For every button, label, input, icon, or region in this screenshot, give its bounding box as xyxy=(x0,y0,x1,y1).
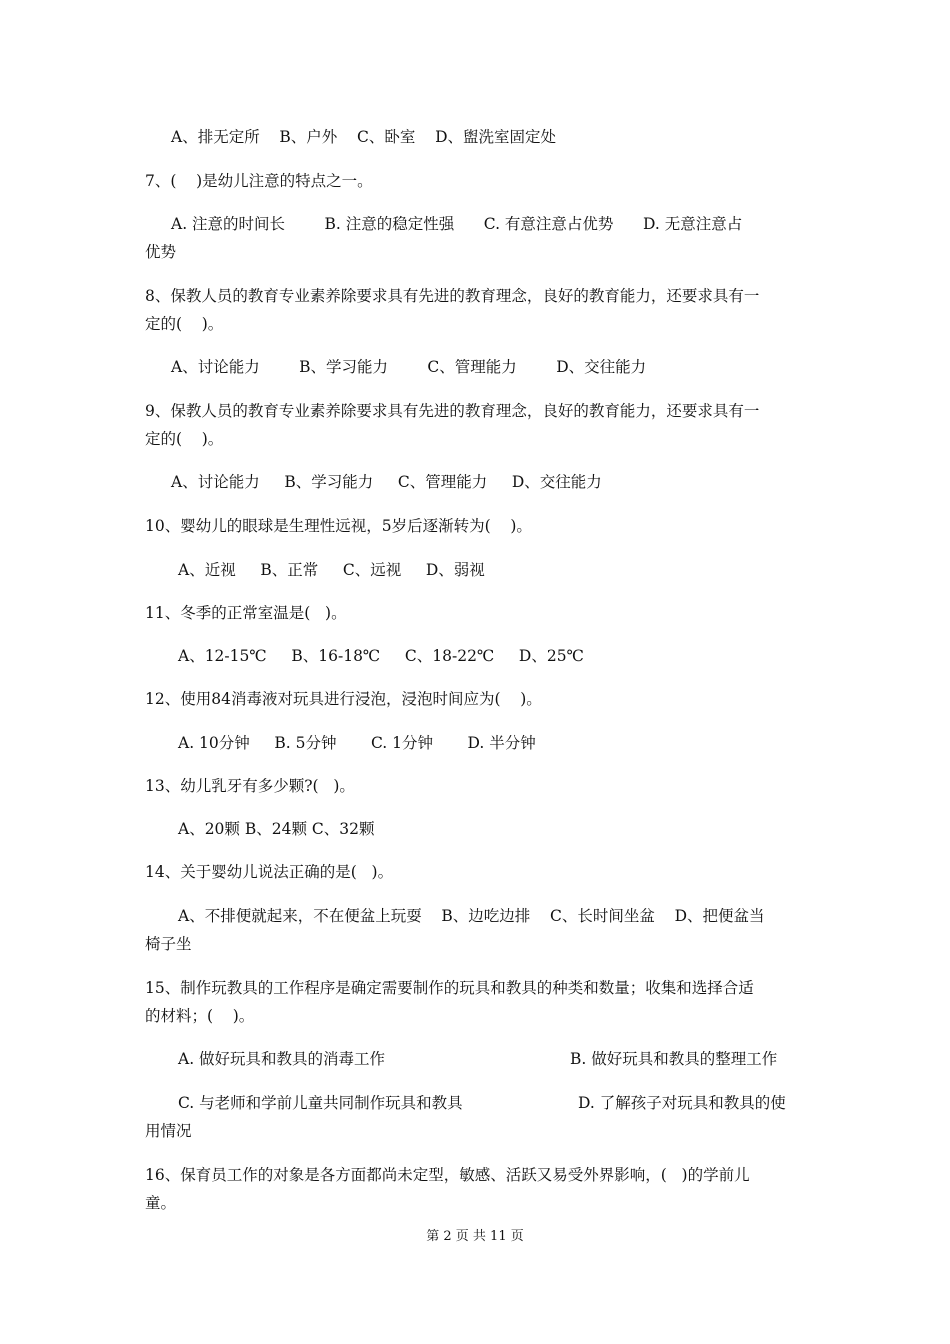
q15-options-cont: 用情况 xyxy=(145,1122,192,1140)
q7-question: 7、( )是幼儿注意的特点之一。 xyxy=(145,172,373,190)
q6-options: A、排无定所 B、户外 C、卧室 D、盥洗室固定处 xyxy=(171,128,556,146)
q9-question: 9、保教人员的教育专业素养除要求具有先进的教育理念，良好的教育能力，还要求具有一 xyxy=(145,402,760,420)
q8-question-cont: 定的( )。 xyxy=(145,315,224,333)
q8-options: A、讨论能力 B、学习能力 C、管理能力 D、交往能力 xyxy=(171,358,647,376)
q11-question: 11、冬季的正常室温是( )。 xyxy=(145,604,347,622)
q10-question: 10、婴幼儿的眼球是生理性远视，5岁后逐渐转为( )。 xyxy=(145,517,532,535)
q9-question-cont: 定的( )。 xyxy=(145,430,224,448)
q13-question: 13、幼儿乳牙有多少颗?( )。 xyxy=(145,777,355,795)
q15-option-d: D. 了解孩子对玩具和教具的使 xyxy=(578,1094,786,1112)
page-number-footer: 第 2 页 共 11 页 xyxy=(426,1229,524,1244)
q14-options-cont: 椅子坐 xyxy=(145,935,192,953)
q8-question: 8、保教人员的教育专业素养除要求具有先进的教育理念，良好的教育能力，还要求具有一 xyxy=(145,287,760,305)
q7-options-cont: 优势 xyxy=(145,243,177,261)
q14-question: 14、关于婴幼儿说法正确的是( )。 xyxy=(145,863,394,881)
q11-options: A、12-15℃ B、16-18℃ C、18-22℃ D、25℃ xyxy=(178,647,584,665)
q15-option-a: A. 做好玩具和教具的消毒工作 xyxy=(178,1050,386,1068)
q12-options: A. 10分钟 B. 5分钟 C. 1分钟 D. 半分钟 xyxy=(178,734,536,752)
q15-option-c: C. 与老师和学前儿童共同制作玩具和教具 xyxy=(178,1094,463,1112)
q7-options: A. 注意的时间长 B. 注意的稳定性强 C. 有意注意占优势 D. 无意注意占 xyxy=(171,215,743,233)
q16-question-cont: 童。 xyxy=(145,1194,177,1212)
q12-question: 12、使用84消毒液对玩具进行浸泡，浸泡时间应为( )。 xyxy=(145,690,542,708)
q15-option-b: B. 做好玩具和教具的整理工作 xyxy=(570,1050,778,1068)
q15-question: 15、制作玩教具的工作程序是确定需要制作的玩具和教具的种类和数量；收集和选择合适 xyxy=(145,979,754,997)
q10-options: A、近视 B、正常 C、远视 D、弱视 xyxy=(178,561,485,579)
q9-options: A、讨论能力 B、学习能力 C、管理能力 D、交往能力 xyxy=(171,473,602,491)
q15-question-cont: 的材料；( )。 xyxy=(145,1007,255,1025)
q16-question: 16、保育员工作的对象是各方面都尚未定型，敏感、活跃又易受外界影响，( )的学前儿 xyxy=(145,1166,750,1184)
q13-options: A、20颗 B、24颗 C、32颗 xyxy=(178,820,375,838)
q14-options: A、不排便就起来，不在便盆上玩耍 B、边吃边排 C、长时间坐盆 D、把便盆当 xyxy=(178,907,765,925)
